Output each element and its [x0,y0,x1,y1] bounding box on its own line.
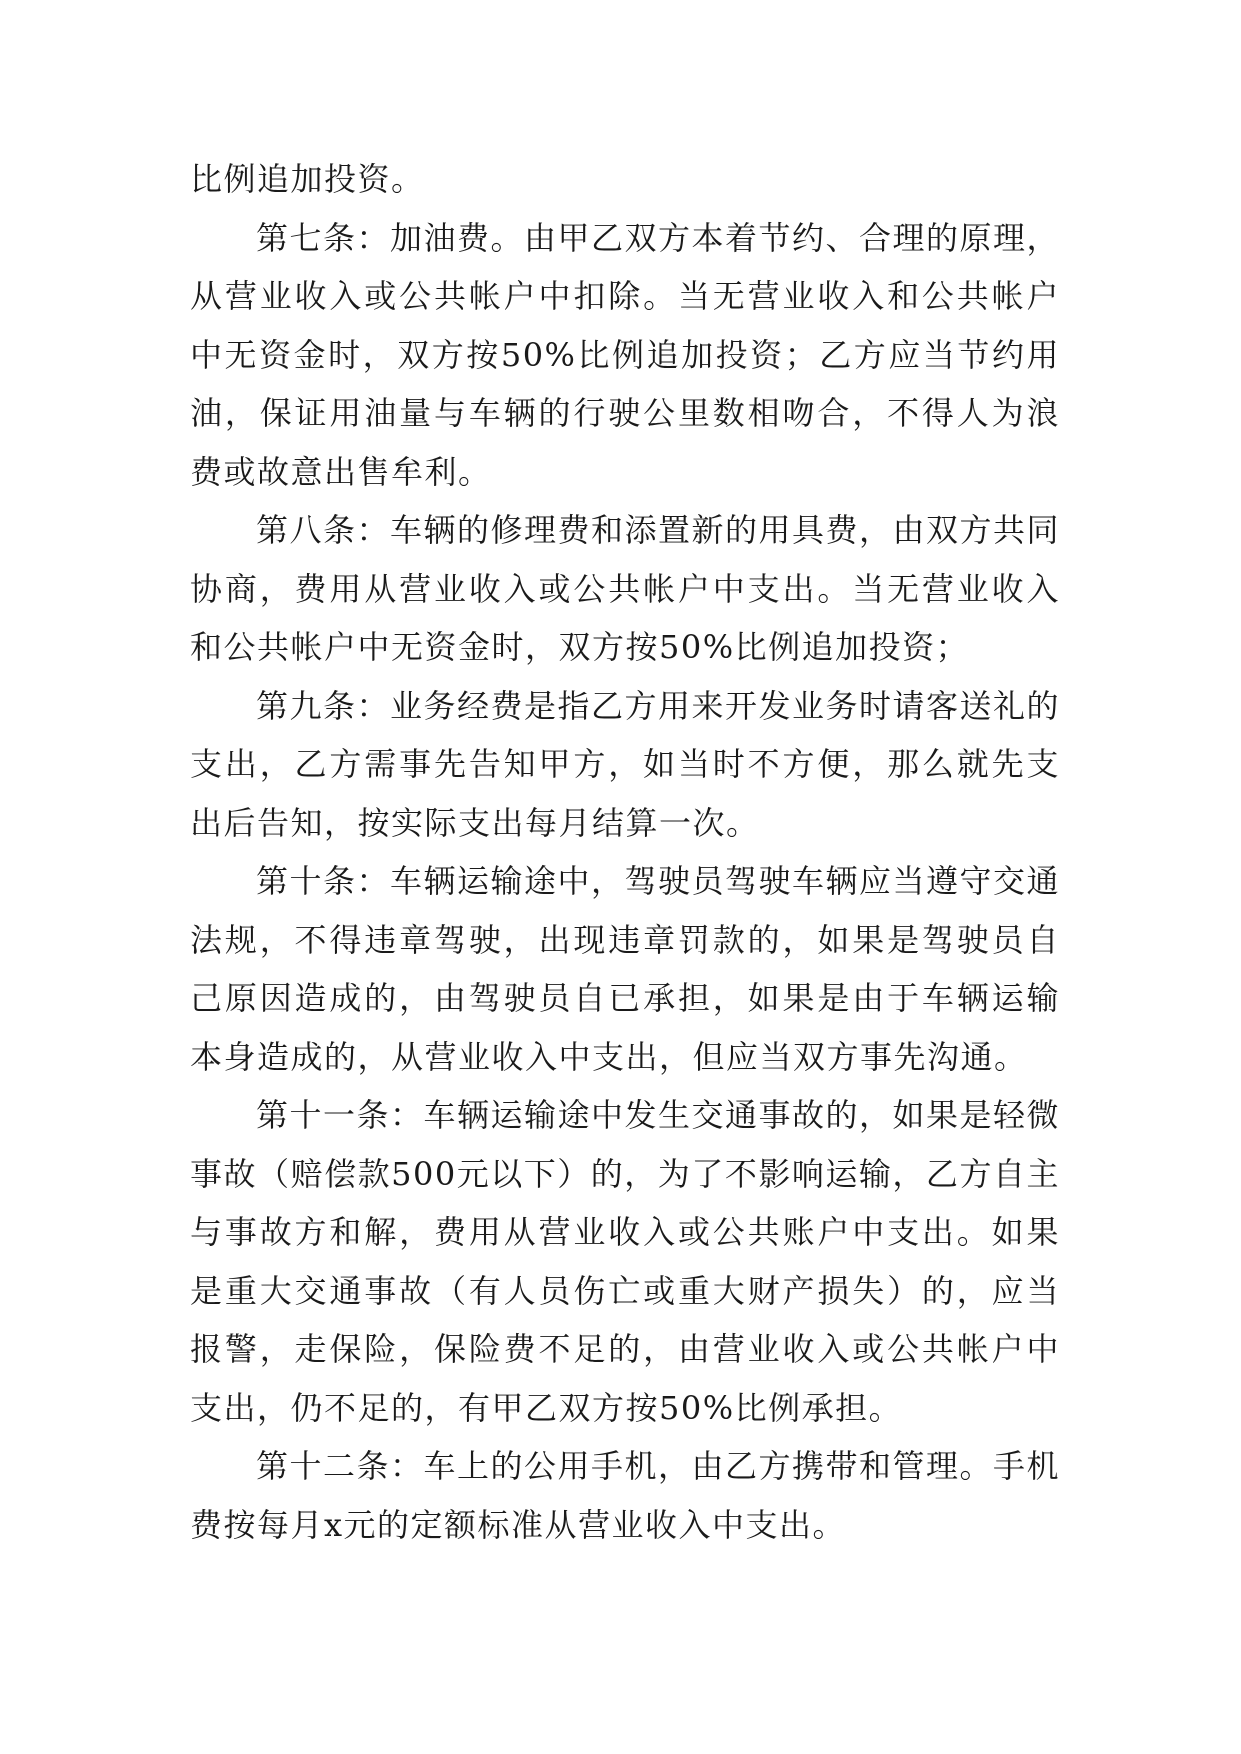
paragraph-article-12: 第十二条：车上的公用手机，由乙方携带和管理。手机费按每月x元的定额标准从营业收入中支出。 [190,1447,1061,1544]
paragraph-continuation: 比例追加投资。 [190,160,425,198]
paragraph-article-11: 第十一条：车辆运输途中发生交通事故的，如果是轻微事故（赔偿款500元以下）的，为了不影响运输，乙方自主与事故方和解，费用从营业收入或公共账户中支出。如果是重大交通事故（有人员伤亡或重大财产损失）的，应当报警，走保险，保险费不足的，由营业收入或公共帐户中支出，仍不足的，有甲乙双方按50%比例承担。 [190,1096,1061,1427]
paragraph-article-7: 第七条：加油费。由甲乙双方本着节约、合理的原理，从营业收入或公共帐户中扣除。当无营业收入和公共帐户中无资金时，双方按50%比例追加投资；乙方应当节约用油，保证用油量与车辆的行驶公里数相吻合，不得人为浪费或故意出售牟利。 [190,218,1061,491]
paragraph-article-9: 第九条：业务经费是指乙方用来开发业务时请客送礼的支出，乙方需事先告知甲方，如当时不方便，那么就先支出后告知，按实际支出每月结算一次。 [190,686,1061,842]
paragraph-article-10: 第十条：车辆运输途中，驾驶员驾驶车辆应当遵守交通法规，不得违章驾驶，出现违章罚款的，如果是驾驶员自己原因造成的，由驾驶员自已承担，如果是由于车辆运输本身造成的，从营业收入中支出，但应当双方事先沟通。 [190,862,1061,1076]
document-body [190,150,1060,1554]
paragraph-article-8: 第八条：车辆的修理费和添置新的用具费，由双方共同协商，费用从营业收入或公共帐户中支出。当无营业收入和公共帐户中无资金时，双方按50%比例追加投资； [190,511,1061,666]
